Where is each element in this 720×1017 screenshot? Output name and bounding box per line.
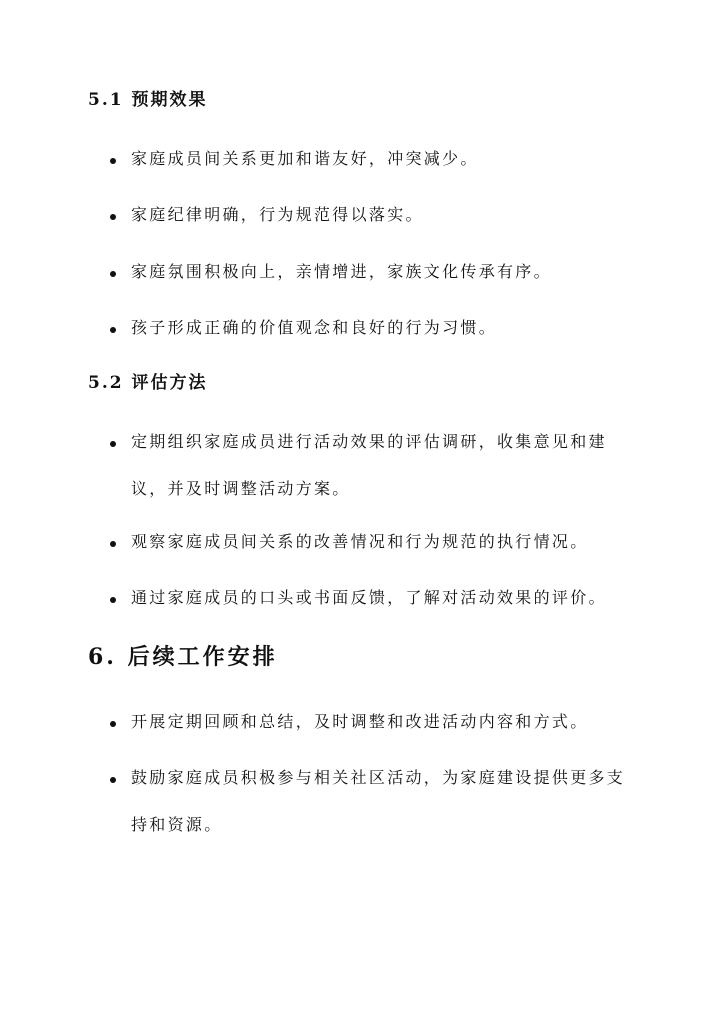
bullet-icon <box>110 777 116 783</box>
bullet-icon <box>110 271 116 277</box>
bullet-icon <box>110 441 116 447</box>
list-item: 通过家庭成员的口头或书面反馈，了解对活动效果的评价。 <box>131 588 607 607</box>
list-item: 观察家庭成员间关系的改善情况和行为规范的执行情况。 <box>131 532 589 551</box>
list-item: 家庭纪律明确，行为规范得以落实。 <box>131 205 424 224</box>
section-heading-follow-up: 6. 后续工作安排 <box>88 644 278 670</box>
section-heading-expected-results: 5.1 预期效果 <box>88 90 208 110</box>
bullet-icon <box>110 214 116 220</box>
list-item: 开展定期回顾和总结，及时调整和改进活动内容和方式。 <box>131 712 589 731</box>
bullet-icon <box>110 541 116 547</box>
list-item: 家庭成员间关系更加和谐友好，冲突减少。 <box>131 149 479 168</box>
list-item: 定期组织家庭成员进行活动效果的评估调研，收集意见和建议，并及时调整活动方案。 <box>131 432 607 498</box>
list-item: 孩子形成正确的价值观念和良好的行为习惯。 <box>131 318 498 337</box>
list-item: 家庭氛围积极向上，亲情增进，家族文化传承有序。 <box>131 262 552 281</box>
list-item: 鼓励家庭成员积极参与相关社区活动，为家庭建设提供更多支持和资源。 <box>131 768 626 834</box>
bullet-icon <box>110 158 116 164</box>
bullet-icon <box>110 597 116 603</box>
bullet-icon <box>110 721 116 727</box>
bullet-icon <box>110 327 116 333</box>
section-heading-evaluation-methods: 5.2 评估方法 <box>88 373 208 393</box>
